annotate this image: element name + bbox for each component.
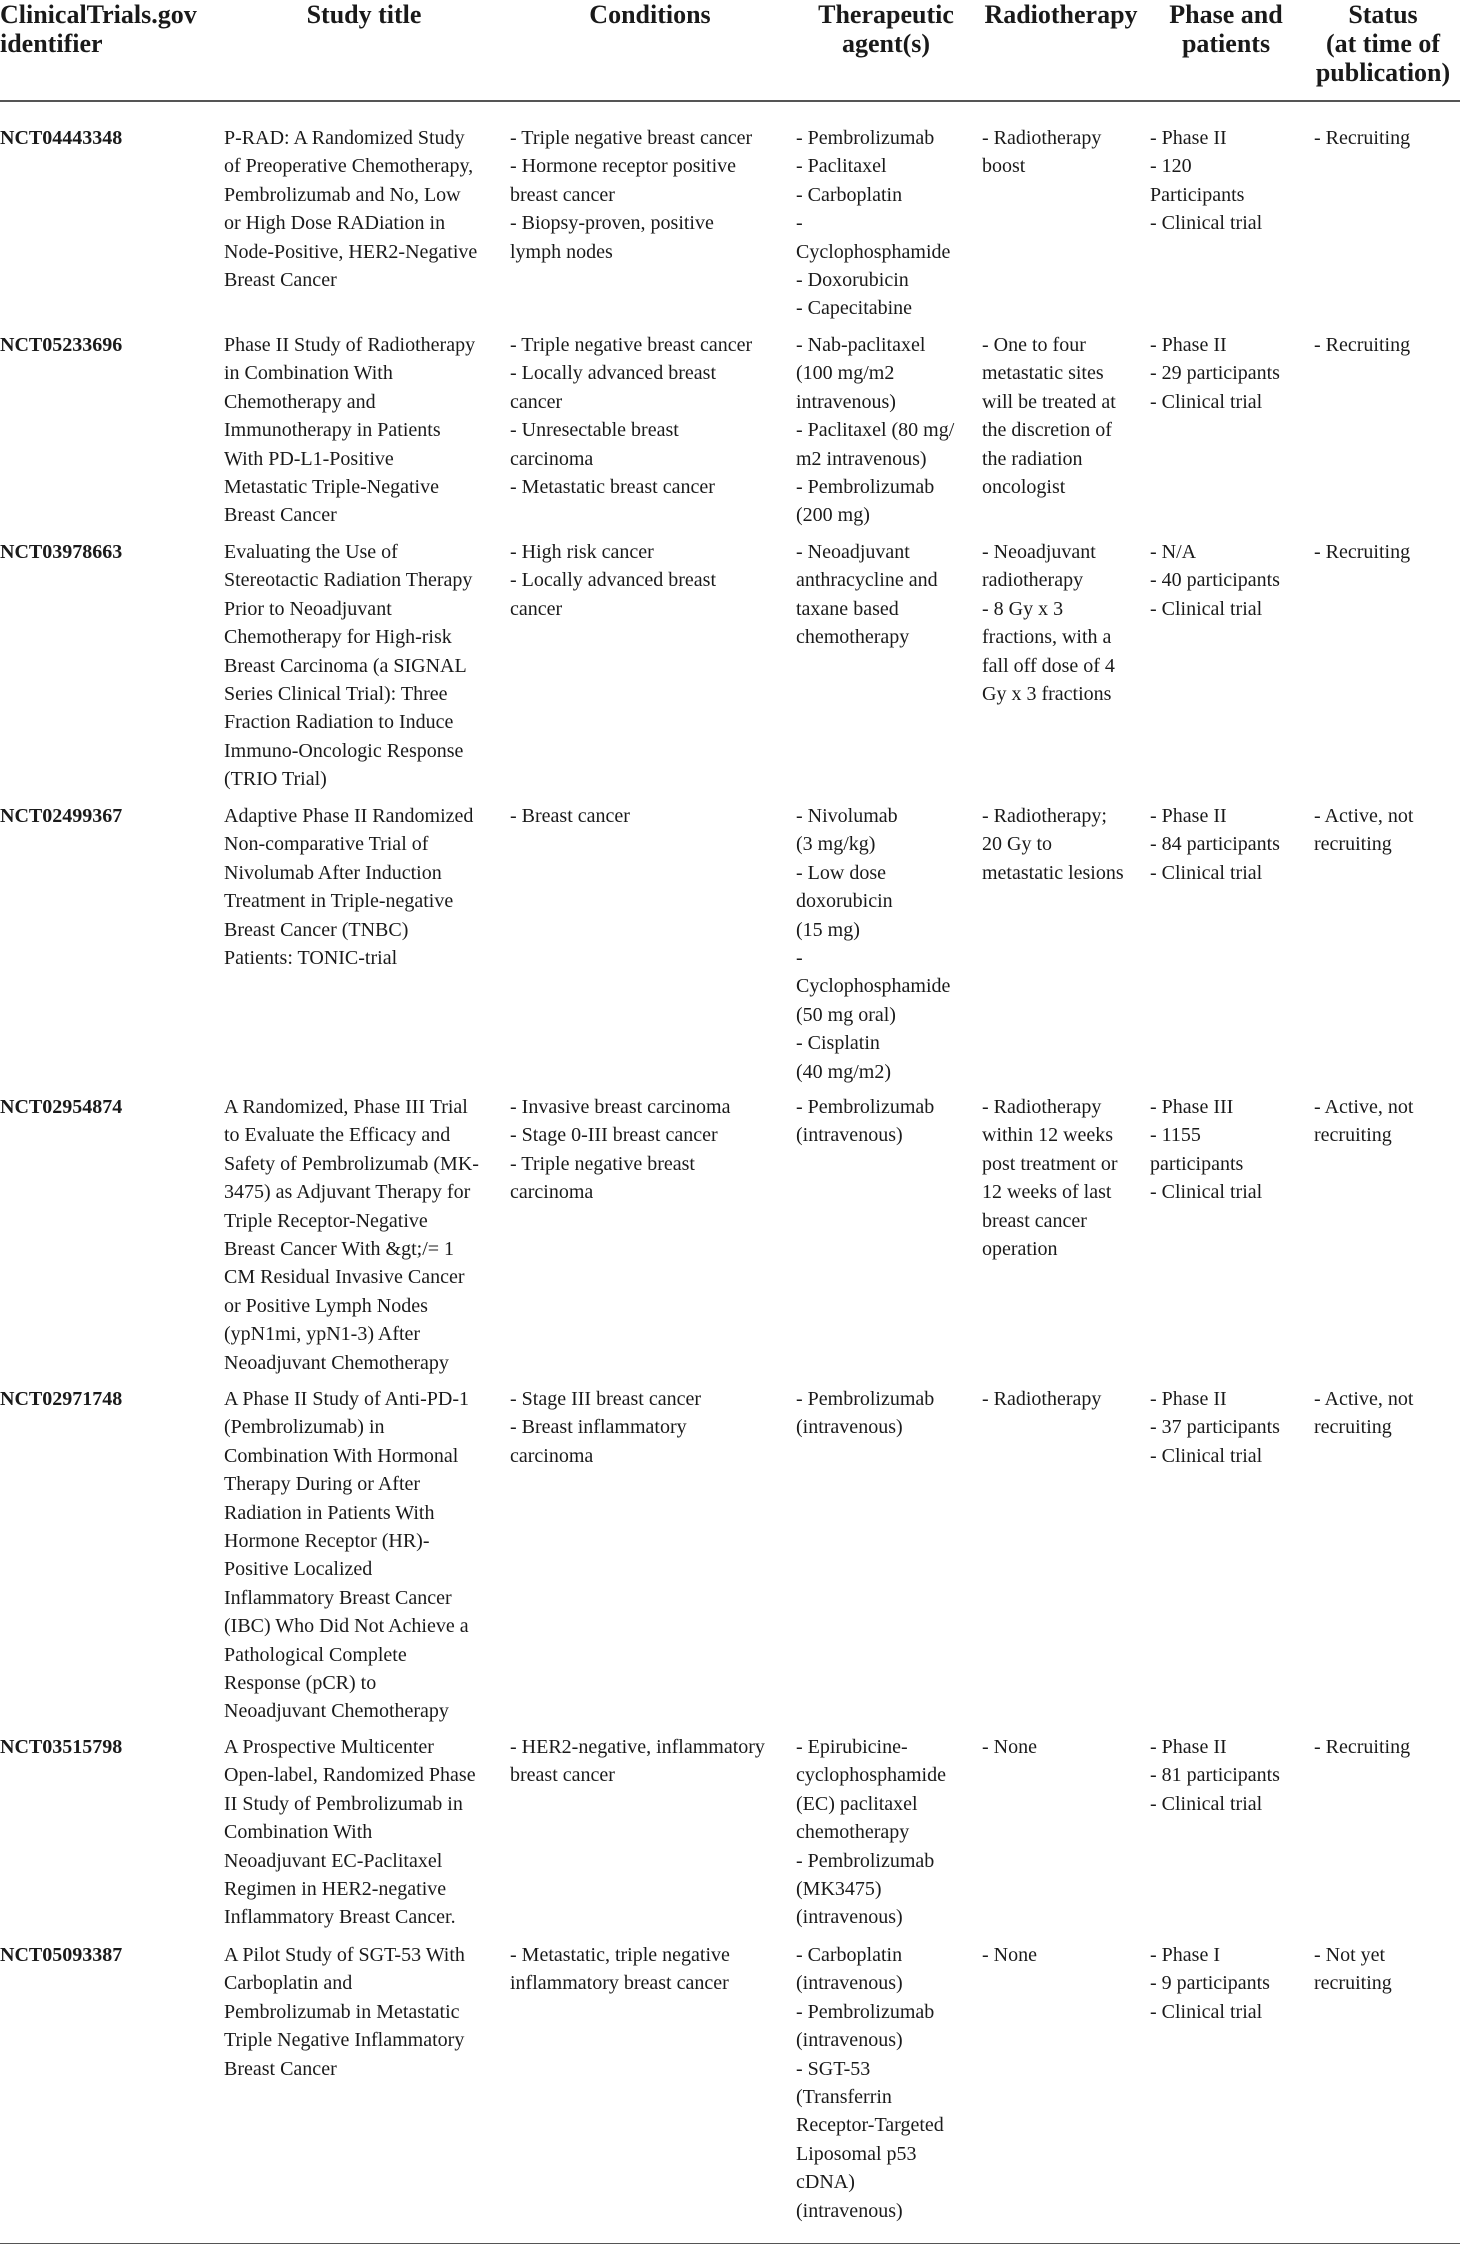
cell-line: Participants <box>1150 183 1245 206</box>
header-line: ClinicalTrials.gov <box>0 0 197 29</box>
cell-line: CM Residual Invasive Cancer <box>224 1266 465 1289</box>
cell-line: A Phase II Study of Anti-PD-1 <box>224 1388 469 1410</box>
cell-line: Nivolumab After Induction <box>224 861 442 884</box>
cell-line: - Phase II <box>1150 805 1227 827</box>
cell-line: (50 mg oral) <box>796 1003 896 1026</box>
cell-line: Chemotherapy for High-risk <box>224 626 452 649</box>
cell-line: - Clinical trial <box>1150 212 1263 235</box>
cell-line: Pathological Complete <box>224 1643 407 1666</box>
cell-conditions <box>510 1385 701 1470</box>
cell-line: - Carboplatin <box>796 1944 903 1966</box>
cell-line: - Epirubicine- <box>796 1736 908 1758</box>
cell-line: - Low dose <box>796 861 886 884</box>
cell-agents <box>796 124 950 323</box>
cell-line: - Clinical trial <box>1150 390 1263 413</box>
cell-line: breast cancer <box>510 1764 615 1787</box>
cell-line: - Clinical trial <box>1150 1444 1263 1467</box>
cell-line: - Nivolumab <box>796 805 898 827</box>
cell-line: - Cisplatin <box>796 1032 880 1055</box>
cell-line: Neoadjuvant EC-Paclitaxel <box>224 1849 443 1872</box>
cell-phase <box>1150 331 1280 416</box>
cell-line: Cyclophosphamide <box>796 975 951 998</box>
cell-line: - Paclitaxel <box>796 155 887 178</box>
cell-line: cyclophosphamide <box>796 1764 946 1787</box>
cell-line: Evaluating the Use of <box>224 541 398 563</box>
cell-line: - Locally advanced breast <box>510 362 717 385</box>
cell-line: - Active, not <box>1314 1388 1414 1410</box>
cell-line: - Biopsy-proven, positive <box>510 212 714 235</box>
cell-agents <box>796 1733 946 1932</box>
cell-line: With PD-L1-Positive <box>224 447 394 470</box>
cell-line: Non-comparative Trial of <box>224 833 429 856</box>
cell-line: Liposomal p53 <box>796 2142 917 2165</box>
cell-status <box>1314 538 1410 566</box>
cell-id <box>0 331 122 359</box>
header-line: agent(s) <box>841 29 931 58</box>
cell-line: radiotherapy <box>982 569 1084 592</box>
cell-line: - Neoadjuvant <box>796 541 910 563</box>
cell-line: - Neoadjuvant <box>982 541 1096 563</box>
cell-line: - Pembrolizumab <box>796 1849 935 1872</box>
cell-conditions <box>510 331 752 501</box>
header-line: Study title <box>306 0 422 29</box>
cell-line: - Paclitaxel (80 mg/ <box>796 419 955 442</box>
cell-title <box>224 1941 465 2083</box>
cell-line: (Transferrin <box>796 2086 892 2109</box>
cell-line: of Preoperative Chemotherapy, <box>224 155 474 178</box>
cell-conditions <box>510 1733 765 1790</box>
cell-line: NCT03515798 <box>0 1736 123 1758</box>
cell-line: - Active, not <box>1314 1096 1414 1118</box>
cell-line: - Active, not <box>1314 805 1414 827</box>
cell-line: cancer <box>510 390 563 413</box>
cell-line: intravenous) <box>796 390 896 413</box>
cell-line: (IBC) Who Did Not Achieve a <box>224 1615 469 1638</box>
header-line: (at time of <box>1325 29 1441 58</box>
cell-line: or Positive Lymph Nodes <box>224 1294 428 1317</box>
cell-line: Node-Positive, HER2-Negative <box>224 240 478 263</box>
cell-radiotherapy <box>982 802 1124 887</box>
cell-line: - Recruiting <box>1314 541 1411 563</box>
cell-status <box>1314 1941 1392 1998</box>
cell-status <box>1314 1733 1410 1761</box>
cell-line: to Evaluate the Efficacy and <box>224 1124 451 1147</box>
cell-line: Prior to Neoadjuvant <box>224 597 392 620</box>
cell-conditions <box>510 1093 730 1207</box>
cell-line: - 1155 <box>1150 1124 1201 1147</box>
cell-line: post treatment or <box>982 1152 1118 1175</box>
cell-agents <box>796 538 938 652</box>
cell-line: - Triple negative breast cancer <box>510 334 753 356</box>
cell-line: - Unresectable breast <box>510 419 679 442</box>
cell-line: taxane based <box>796 597 899 620</box>
cell-line: (200 mg) <box>796 504 870 527</box>
cell-line: - Recruiting <box>1314 1736 1411 1758</box>
cell-line: - <box>796 947 803 970</box>
cell-conditions <box>510 538 716 623</box>
cell-line: inflammatory breast cancer <box>510 1972 729 1995</box>
cell-id <box>0 538 122 566</box>
cell-line: Breast Cancer <box>224 269 337 292</box>
cell-line: breast cancer <box>982 1209 1087 1232</box>
cell-line: fractions, with a <box>982 626 1112 649</box>
cell-line: Response (pCR) to <box>224 1672 377 1695</box>
cell-line: - Clinical trial <box>1150 1181 1263 1204</box>
cell-line: metastatic lesions <box>982 861 1124 884</box>
cell-phase <box>1150 1385 1280 1470</box>
cell-status <box>1314 1385 1413 1442</box>
cell-line: Inflammatory Breast Cancer <box>224 1586 452 1609</box>
cell-line: (3 mg/kg) <box>796 833 876 856</box>
cell-line: - Not yet <box>1314 1944 1386 1966</box>
cell-line: oncologist <box>982 476 1066 499</box>
header-agents <box>796 0 976 58</box>
cell-line: - Metastatic, triple negative <box>510 1944 730 1966</box>
cell-line: in Combination With <box>224 362 393 385</box>
cell-line: (40 mg/m2) <box>796 1060 891 1083</box>
cell-line: - 81 participants <box>1150 1764 1280 1787</box>
cell-line: Pembrolizumab and No, Low <box>224 183 461 206</box>
cell-line: - Hormone receptor positive <box>510 155 737 178</box>
cell-line: Patients: TONIC-trial <box>224 947 398 970</box>
header-line: Status <box>1348 0 1418 29</box>
cell-line: recruiting <box>1314 1972 1392 1995</box>
cell-line: - Breast inflammatory <box>510 1416 687 1439</box>
cell-line: Gy x 3 fractions <box>982 683 1112 706</box>
cell-id <box>0 1385 122 1413</box>
cell-line: - High risk cancer <box>510 541 654 563</box>
header-line: Conditions <box>589 0 711 29</box>
cell-line: - Stage 0-III breast cancer <box>510 1124 718 1147</box>
cell-line: - 37 participants <box>1150 1416 1280 1439</box>
cell-line: Regimen in HER2-negative <box>224 1878 447 1901</box>
header-status <box>1306 0 1460 87</box>
cell-line: Receptor-Targeted <box>796 2114 944 2137</box>
cell-line: - Radiotherapy <box>982 1096 1102 1118</box>
cell-line: - Clinical trial <box>1150 597 1263 620</box>
cell-line: NCT05233696 <box>0 334 123 356</box>
header-line: Radiotherapy <box>984 0 1138 29</box>
cell-line: recruiting <box>1314 833 1392 856</box>
cell-line: NCT04443348 <box>0 127 123 149</box>
cell-line: boost <box>982 155 1026 178</box>
cell-line: II Study of Pembrolizumab in <box>224 1792 463 1815</box>
header-line: identifier <box>0 29 103 58</box>
cell-line: - 9 participants <box>1150 1972 1270 1995</box>
cell-line: will be treated at <box>982 390 1116 413</box>
cell-line: - Pembrolizumab <box>796 127 935 149</box>
cell-line: - Phase II <box>1150 1736 1227 1758</box>
cell-line: - Phase I <box>1150 1944 1220 1966</box>
cell-line: Treatment in Triple-negative <box>224 890 454 913</box>
cell-id <box>0 1093 122 1121</box>
cell-line: recruiting <box>1314 1124 1392 1147</box>
cell-line: breast cancer <box>510 183 615 206</box>
cell-line: cancer <box>510 597 563 620</box>
cell-line: cDNA) <box>796 2171 855 2194</box>
cell-line: - Phase II <box>1150 334 1227 356</box>
cell-agents <box>796 331 954 530</box>
cell-line: (15 mg) <box>796 918 860 941</box>
cell-line: Safety of Pembrolizumab (MK- <box>224 1152 479 1175</box>
cell-line: Breast Cancer <box>224 504 337 527</box>
cell-line: - 84 participants <box>1150 833 1280 856</box>
cell-radiotherapy <box>982 331 1116 501</box>
cell-phase <box>1150 538 1280 623</box>
cell-phase <box>1150 1733 1280 1818</box>
cell-line: Triple Negative Inflammatory <box>224 2029 465 2052</box>
cell-line: carcinoma <box>510 1444 594 1467</box>
cell-line: - SGT-53 <box>796 2057 871 2080</box>
cell-line: participants <box>1150 1152 1244 1175</box>
cell-line: - Carboplatin <box>796 183 903 206</box>
header-title <box>224 0 504 29</box>
cell-agents <box>796 802 950 1086</box>
cell-line: Neoadjuvant Chemotherapy <box>224 1700 449 1723</box>
cell-title <box>224 538 472 794</box>
cell-radiotherapy <box>982 1941 1037 1969</box>
cell-line: - Doxorubicin <box>796 269 909 292</box>
cell-phase <box>1150 1941 1270 2026</box>
cell-id <box>0 1733 122 1761</box>
cell-title <box>224 1093 479 1377</box>
cell-line: - Stage III breast cancer <box>510 1388 701 1410</box>
cell-line: Adaptive Phase II Randomized <box>224 805 474 827</box>
table-rule <box>0 2243 1460 2244</box>
cell-line: (intravenous) <box>796 1124 903 1147</box>
cell-line: the discretion of <box>982 419 1112 442</box>
cell-line: (intravenous) <box>796 1972 903 1995</box>
cell-id <box>0 802 122 830</box>
cell-line: A Pilot Study of SGT-53 With <box>224 1944 465 1966</box>
cell-line: A Randomized, Phase III Trial <box>224 1096 468 1118</box>
cell-title <box>224 124 477 294</box>
cell-line: Immuno-Oncologic Response <box>224 739 464 762</box>
cell-line: - Phase II <box>1150 127 1227 149</box>
cell-line: - Clinical trial <box>1150 861 1263 884</box>
cell-radiotherapy <box>982 124 1101 181</box>
cell-line: - Recruiting <box>1314 127 1411 149</box>
cell-line: - Recruiting <box>1314 334 1411 356</box>
cell-line: Breast Cancer With &gt;/= 1 <box>224 1238 455 1261</box>
cell-line: Combination With Hormonal <box>224 1444 459 1467</box>
cell-line: NCT02499367 <box>0 805 123 827</box>
cell-line: (intravenous) <box>796 2029 903 2052</box>
cell-title <box>224 1385 469 1726</box>
cell-line: A Prospective Multicenter <box>224 1736 434 1758</box>
cell-line: NCT02954874 <box>0 1096 123 1118</box>
cell-line: Series Clinical Trial): Three <box>224 683 448 706</box>
cell-line: operation <box>982 1238 1058 1261</box>
cell-line: (intravenous) <box>796 1906 903 1929</box>
cell-agents <box>796 1093 934 1150</box>
cell-conditions <box>510 124 752 266</box>
cell-line: Therapy During or After <box>224 1473 421 1496</box>
cell-title <box>224 1733 476 1932</box>
cell-line: within 12 weeks <box>982 1124 1114 1147</box>
cell-line: Phase II Study of Radiotherapy <box>224 334 476 356</box>
cell-id <box>0 124 122 152</box>
cell-line: Neoadjuvant Chemotherapy <box>224 1351 449 1374</box>
cell-line: - One to four <box>982 334 1086 356</box>
cell-line: fall off dose of 4 <box>982 654 1115 677</box>
cell-line: (EC) paclitaxel <box>796 1792 918 1815</box>
cell-line: - None <box>982 1736 1037 1758</box>
cell-line: m2 intravenous) <box>796 447 927 470</box>
cell-line: 20 Gy to <box>982 833 1052 856</box>
cell-line: - Pembrolizumab <box>796 2000 935 2023</box>
header-phase <box>1146 0 1306 58</box>
cell-line: - Triple negative breast cancer <box>510 127 753 149</box>
cell-line: metastatic sites <box>982 362 1104 385</box>
cell-line: - Clinical trial <box>1150 2000 1263 2023</box>
cell-phase <box>1150 802 1280 887</box>
cell-line: - 8 Gy x 3 <box>982 597 1064 620</box>
table-rule <box>0 100 1460 102</box>
cell-line: - Clinical trial <box>1150 1792 1263 1815</box>
cell-line: Pembrolizumab in Metastatic <box>224 2000 460 2023</box>
header-line: publication) <box>1315 58 1451 87</box>
cell-line: NCT03978663 <box>0 541 123 563</box>
cell-line: NCT05093387 <box>0 1944 123 1966</box>
cell-line: Carboplatin and <box>224 1972 353 1995</box>
header-line: Phase and <box>1169 0 1283 29</box>
cell-line: Radiation in Patients With <box>224 1501 435 1524</box>
cell-line: - Locally advanced breast <box>510 569 717 592</box>
cell-radiotherapy <box>982 1385 1101 1413</box>
cell-line: - Radiotherapy <box>982 127 1102 149</box>
cell-line: (ypN1mi, ypN1-3) After <box>224 1323 421 1346</box>
cell-line: doxorubicin <box>796 890 893 913</box>
header-id <box>0 0 200 58</box>
cell-title <box>224 802 473 972</box>
cell-phase <box>1150 1093 1262 1207</box>
cell-line: chemotherapy <box>796 626 910 649</box>
cell-phase <box>1150 124 1262 238</box>
cell-radiotherapy <box>982 1733 1037 1761</box>
cell-line: anthracycline and <box>796 569 938 592</box>
cell-status <box>1314 331 1410 359</box>
cell-line: carcinoma <box>510 447 594 470</box>
cell-line: (Pembrolizumab) in <box>224 1416 385 1439</box>
cell-status <box>1314 802 1413 859</box>
cell-line: Chemotherapy and <box>224 390 376 413</box>
cell-line: 3475) as Adjuvant Therapy for <box>224 1181 471 1204</box>
cell-line: - Pembrolizumab <box>796 1388 935 1410</box>
cell-line: the radiation <box>982 447 1083 470</box>
cell-line: - Pembrolizumab <box>796 476 935 499</box>
cell-line: P-RAD: A Randomized Study <box>224 127 465 149</box>
cell-line: - Phase III <box>1150 1096 1234 1118</box>
cell-line: chemotherapy <box>796 1821 910 1844</box>
cell-conditions <box>510 1941 730 1998</box>
header-conditions <box>510 0 790 29</box>
cell-line: - Radiotherapy <box>982 1388 1102 1410</box>
cell-line: Stereotactic Radiation Therapy <box>224 569 473 592</box>
cell-line: - N/A <box>1150 541 1197 563</box>
cell-line: Triple Receptor-Negative <box>224 1209 428 1232</box>
cell-line: - <box>796 212 803 235</box>
cell-id <box>0 1941 122 1969</box>
cell-line: (intravenous) <box>796 1416 903 1439</box>
cell-line: (intravenous) <box>796 2199 903 2222</box>
cell-line: - 29 participants <box>1150 362 1280 385</box>
cell-line: Cyclophosphamide <box>796 240 951 263</box>
cell-line: - Metastatic breast cancer <box>510 476 715 499</box>
cell-line: Hormone Receptor (HR)- <box>224 1530 430 1553</box>
cell-line: (MK3475) <box>796 1878 882 1901</box>
cell-line: lymph nodes <box>510 240 613 263</box>
cell-line: 12 weeks of last <box>982 1181 1112 1204</box>
cell-line: Breast Carcinoma (a SIGNAL <box>224 654 467 677</box>
cell-line: recruiting <box>1314 1416 1392 1439</box>
cell-line: or High Dose RADiation in <box>224 212 446 235</box>
cell-line: Immunotherapy in Patients <box>224 419 441 442</box>
cell-line: (TRIO Trial) <box>224 768 327 791</box>
header-line: Therapeutic <box>818 0 954 29</box>
cell-line: - None <box>982 1944 1037 1966</box>
cell-line: - Capecitabine <box>796 297 913 320</box>
cell-agents <box>796 1941 944 2225</box>
cell-line: - HER2-negative, inflammatory <box>510 1736 765 1758</box>
cell-line: - Pembrolizumab <box>796 1096 935 1118</box>
cell-line: Positive Localized <box>224 1558 373 1581</box>
header-radiotherapy <box>976 0 1146 29</box>
cell-line: carcinoma <box>510 1181 594 1204</box>
cell-line: - 120 <box>1150 155 1192 178</box>
cell-line: - Radiotherapy; <box>982 805 1107 827</box>
cell-line: (100 mg/m2 <box>796 362 895 385</box>
cell-agents <box>796 1385 934 1442</box>
cell-title <box>224 331 475 530</box>
cell-line: - Breast cancer <box>510 805 630 827</box>
cell-line: Fraction Radiation to Induce <box>224 711 454 734</box>
cell-line: Inflammatory Breast Cancer. <box>224 1906 456 1929</box>
cell-line: - Nab-paclitaxel <box>796 334 926 356</box>
cell-radiotherapy <box>982 538 1115 708</box>
cell-line: Breast Cancer <box>224 2057 337 2080</box>
cell-line: Breast Cancer (TNBC) <box>224 918 409 941</box>
cell-line: - 40 participants <box>1150 569 1280 592</box>
header-line: patients <box>1181 29 1271 58</box>
cell-line: - Triple negative breast <box>510 1152 695 1175</box>
cell-radiotherapy <box>982 1093 1118 1263</box>
cell-line: Combination With <box>224 1821 373 1844</box>
cell-conditions <box>510 802 630 830</box>
cell-status <box>1314 1093 1413 1150</box>
cell-line: - Phase II <box>1150 1388 1227 1410</box>
cell-line: Open-label, Randomized Phase <box>224 1764 476 1787</box>
cell-status <box>1314 124 1410 152</box>
cell-line: NCT02971748 <box>0 1388 123 1410</box>
cell-line: - Invasive breast carcinoma <box>510 1096 731 1118</box>
cell-line: Metastatic Triple-Negative <box>224 476 439 499</box>
